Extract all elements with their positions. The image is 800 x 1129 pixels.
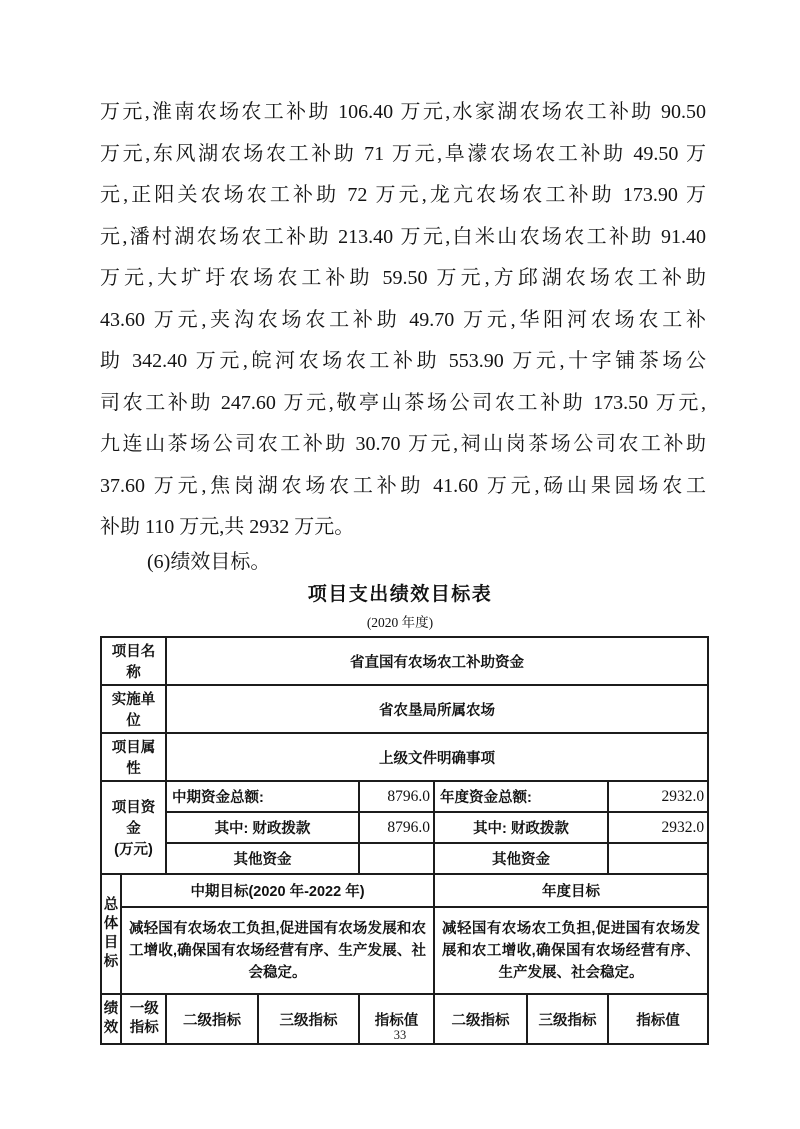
annual-total-value: 2932.0: [608, 781, 708, 812]
row-implement-unit: [101, 685, 708, 733]
mid-fiscal-label: 其中: 财政拨款: [166, 812, 359, 843]
implement-unit-label: 实施单位: [101, 685, 166, 733]
annual-fiscal-value: 2932.0: [608, 812, 708, 843]
fund-group-label-line1: 项目资金: [111, 800, 156, 837]
body-line: 万元,淮南农场农工补助 106.40 万元,水家湖农场农工补助 90.50: [100, 101, 706, 123]
mid-fiscal-value: 8796.0: [359, 812, 434, 843]
body-line: 万元,东风湖农场农工补助 71 万元,阜濛农场农工补助 49.50 万: [100, 142, 706, 165]
level1-indicator-header: 一级指标: [121, 994, 166, 1044]
row-fund-totals: [101, 781, 708, 812]
list-item-6: (6)绩效目标。: [147, 551, 271, 573]
body-line: 43.60 万元,夹沟农场农工补助 49.70 万元,华阳河农场农工补: [100, 308, 706, 331]
annual-goal-header: 年度目标: [434, 874, 708, 907]
body-line: 37.60 万元,焦岗湖农场农工补助 41.60 万元,砀山果园场农工: [100, 474, 706, 497]
body-line: 助 342.40 万元,皖河农场农工补助 553.90 万元,十字铺茶场公: [100, 350, 706, 372]
performance-goal-table: [100, 636, 709, 1045]
body-line: 九连山茶场公司农工补助 30.70 万元,祠山岗茶场公司农工补助: [100, 433, 706, 455]
overall-goal-label: 总体目标: [101, 874, 121, 994]
row-project-attribute: [101, 733, 708, 781]
level3-indicator-header-mid: 三级指标: [258, 994, 359, 1044]
project-attribute-value: 上级文件明确事项: [166, 733, 708, 781]
body-line: 司农工补助 247.60 万元,敬亭山茶场公司农工补助 173.50 万元,: [100, 391, 706, 414]
fund-group-label-line2: (万元): [114, 842, 153, 858]
annual-total-label: 年度资金总额:: [434, 781, 608, 812]
project-name-label: 项目名称: [101, 637, 166, 685]
annual-goal-text: 减轻国有农场农工负担,促进国有农场发展和农工增收,确保国有农场经营有序、生产发展、社会稳定。: [434, 907, 708, 994]
annual-other-label: 其他资金: [434, 843, 608, 874]
mid-other-value: [359, 843, 434, 874]
row-goal-headers: [101, 874, 708, 907]
level2-indicator-header-mid: 二级指标: [166, 994, 258, 1044]
mid-goal-text: 减轻国有农场农工负担,促进国有农场发展和农工增收,确保国有农场经营有序、生产发展、社会稳定。: [121, 907, 434, 994]
level2-indicator-header-annual: 二级指标: [434, 994, 527, 1044]
mid-goal-header: 中期目标(2020 年-2022 年): [121, 874, 434, 907]
body-line: 元,潘村湖农场农工补助 213.40 万元,白米山农场农工补助 91.40: [100, 225, 706, 248]
fund-group-label: [101, 781, 166, 874]
body-line: 补助 110 万元,共 2932 万元。: [100, 516, 355, 538]
body-line: 万元,大圹圩农场农工补助 59.50 万元,方邱湖农场农工补助: [100, 267, 706, 289]
performance-label: 绩效: [101, 994, 121, 1044]
annual-other-value: [608, 843, 708, 874]
row-goal-texts: [101, 907, 708, 994]
body-line: 元,正阳关农场农工补助 72 万元,龙亢农场农工补助 173.90 万: [100, 184, 706, 206]
table-title: 项目支出绩效目标表: [307, 584, 493, 605]
indicator-value-header-annual: 指标值: [608, 994, 708, 1044]
project-name-value: 省直国有农场农工补助资金: [166, 637, 708, 685]
mid-other-label: 其他资金: [166, 843, 359, 874]
level3-indicator-header-annual: 三级指标: [527, 994, 608, 1044]
row-fund-fiscal: [101, 812, 708, 843]
table-subtitle: (2020 年度): [366, 615, 434, 630]
indicator-value-header-mid: 指标值: [359, 994, 434, 1044]
project-attribute-label: 项目属性: [101, 733, 166, 781]
row-project-name: [101, 637, 708, 685]
mid-total-value: 8796.0: [359, 781, 434, 812]
page-number: 33: [393, 1028, 407, 1042]
body-paragraph: [100, 92, 706, 549]
implement-unit-value: 省农垦局所属农场: [166, 685, 708, 733]
mid-total-label: 中期资金总额:: [166, 781, 359, 812]
row-fund-other: [101, 843, 708, 874]
annual-fiscal-label: 其中: 财政拨款: [434, 812, 608, 843]
